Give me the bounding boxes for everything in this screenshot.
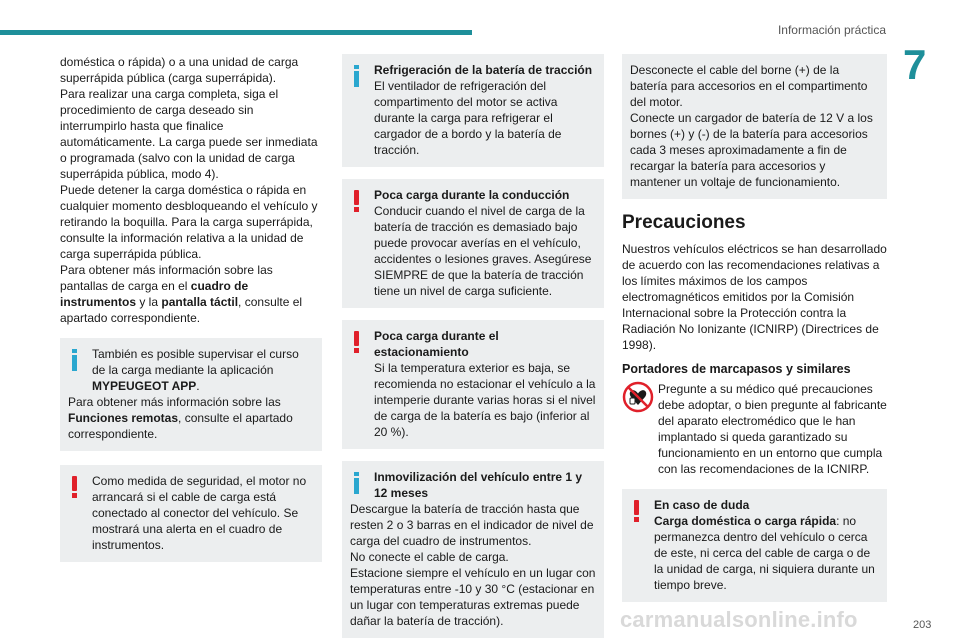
- info-box: Inmovilización del vehículo entre 1 y 12 meses Descargue la batería de tracción hasta que resten 2 o 3 barras en el indicador de nivel de carga del cuadro de instrumentos. No conecte el cable de carga. Estacione siempre el vehículo en un lugar con temperaturas entre -10 y 30 °C (estacionar en un lugar con temperaturas extremas puede dañar la batería de tracción).: [342, 461, 604, 638]
- paragraph: Puede detener la carga doméstica o rápida en cualquier momento desbloqueando el vehículo y retirando la boquilla. Para la carga superrápida, consulte la información relativa a la unidad de carga superrápida pública.: [60, 183, 318, 261]
- subheading-pacemaker: Portadores de marcapasos y similares: [622, 362, 851, 376]
- info-icon: [350, 65, 364, 87]
- watermark: carmanualsonline.info: [620, 607, 858, 632]
- pacemaker-note: Pregunte a su médico qué precauciones debe adoptar, o bien pregunte al fabricante del aparato electromédico que le han implantado si queda garantizado su funcionamiento en un entorno que cumpla con las recomendaciones de la ICNIRP.: [622, 381, 887, 477]
- warning-icon: [630, 500, 644, 522]
- warning-icon: [68, 476, 82, 498]
- warning-icon: [350, 331, 364, 353]
- continued-box: Desconecte el cable del borne (+) de la batería para accesorios en el compartimento del motor. Conecte un cargador de batería de 12 V a los bornes (+) y (-) de la batería para accesorios cada 3 meses aproximadamente a fin de recargar la batería para accesorios y mantener un voltaje de funcionamiento.: [622, 54, 887, 199]
- info-box: También es posible supervisar el curso de la carga mediante la aplicación MYPEUGEOT APP. Para obtener más información sobre las Funciones remotas, consulte el apartado correspondiente.: [60, 338, 322, 451]
- pacemaker-prohibited-icon: [622, 381, 654, 413]
- page-number: 203: [913, 619, 932, 631]
- column-3: [622, 54, 887, 602]
- warning-icon: [350, 190, 364, 212]
- paragraph: Nuestros vehículos eléctricos se han desarrollado de acuerdo con las recomendaciones relativas a los límites máximos de los campos electromagnéticos emitidos por la Comisión Internacional sobre la Protección contra la Radiación No Ionizante (ICNIRP) (Directrices de 1998).: [622, 242, 887, 352]
- warning-box: Poca carga durante el estacionamiento Si la temperatura exterior es baja, se recomienda no estacionar el vehículo a la intemperie durante varias horas si el nivel de carga de la batería es bajo (inferior al 20 %).: [342, 320, 604, 449]
- info-icon: [68, 349, 82, 371]
- info-box: Refrigeración de la batería de tracción El ventilador de refrigeración del compartimento del motor se activa durante la carga para refrigerar el cargador de a bordo y la batería de tracción.: [342, 54, 604, 167]
- paragraph: Para realizar una carga completa, siga el procedimiento de carga deseado sin interrumpirlo hasta que finalice automáticamente. La carga puede ser inmediata o programada (salvo con la unidad de carga superrápida pública, modo 4).: [60, 87, 318, 181]
- warning-box: Como medida de seguridad, el motor no arrancará si el cable de carga está conectado al conector del vehículo. Se mostrará una alerta en el cuadro de instrumentos.: [60, 465, 322, 562]
- column-1: [60, 54, 322, 562]
- section-title: Información práctica: [777, 23, 886, 37]
- warning-box: En caso de duda Carga doméstica o carga rápida: no permanezca dentro del vehículo o cerca de este, ni cerca del cable de carga o de la unidad de carga, ni siquiera durante un tiempo breve.: [622, 489, 887, 602]
- paragraph: doméstica o rápida) o a una unidad de carga superrápida pública (carga superrápida).: [60, 55, 299, 85]
- header-accent-bar: [0, 30, 472, 35]
- column-2: [342, 54, 604, 638]
- paragraph: Para obtener más información sobre las pantallas de carga en el cuadro de instrumentos y la pantalla táctil, consulte el apartado correspondiente.: [60, 263, 303, 325]
- warning-box: Poca carga durante la conducción Conducir cuando el nivel de carga de la batería de tracción es demasiado bajo puede provocar averías en el vehículo, accidentes o lesiones graves. Asegúrese SIEMPRE de que la batería de tracción tiene un nivel de carga suficiente.: [342, 179, 604, 308]
- chapter-number: 7: [903, 41, 927, 88]
- heading-precauciones: Precauciones: [622, 212, 746, 233]
- info-icon: [350, 472, 364, 494]
